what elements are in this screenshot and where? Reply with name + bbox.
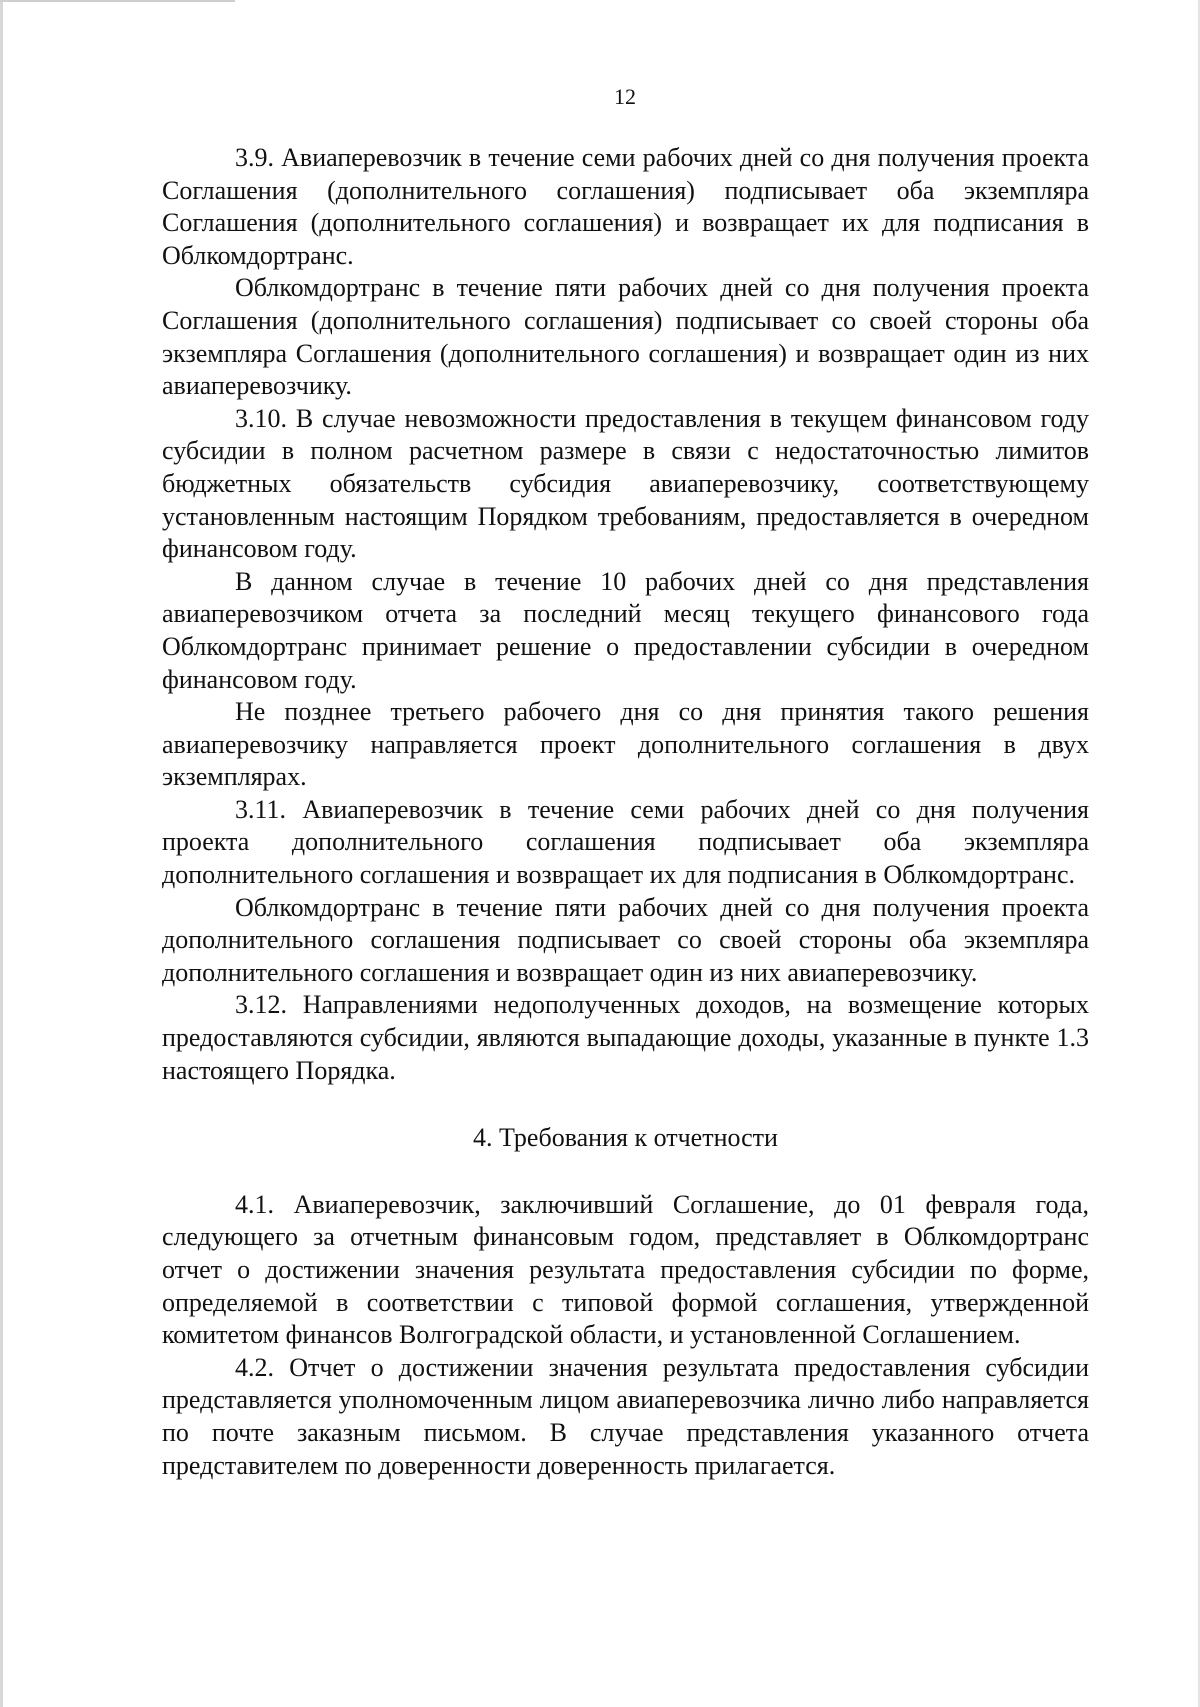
paragraph-3-10-cont: В данном случае в течение 10 рабочих дней со дня представления авиаперевозчиком отчета за последний месяц текущего финансового года Облкомдортранс принимает решение о предоставлении субсидии в очередном финансовом году. bbox=[162, 566, 1089, 694]
paragraph-3-11-cont: Облкомдортранс в течение пяти рабочих дней со дня получения проекта дополнительного соглашения подписывает со своей стороны оба экземпляра дополнительного соглашения и возвращает один из них авиаперевозчику. bbox=[162, 892, 1089, 987]
paragraph-3-9: 3.9. Авиаперевозчик в течение семи рабочих дней со дня получения проекта Соглашения (дополнительного соглашения) подписывает оба экземпляра Соглашения (дополнительного соглашения) и возвращает их для подписания в Облкомдортранс. bbox=[162, 143, 1089, 270]
scan-edge-top bbox=[0, 0, 235, 2]
paragraph-3-10: 3.10. В случае невозможности предоставления в текущем финансовом году субсидии в полном расчетном размере в связи с недостаточностью лимитов бюджетных обязательств субсидия авиаперевозчику, соответствующему установленным настоящим Порядком требованиям, предоставляется в очередном финансовом году. bbox=[162, 403, 1089, 564]
paragraph-4-2: 4.2. Отчет о достижении значения результата предоставления субсидии представляется уполномоченным лицом авиаперевозчика лично либо направляется по почте заказным письмом. В случае представления указанного отчета представителем по доверенности доверенность прилагается. bbox=[162, 1352, 1089, 1480]
section-heading: 4. Требования к отчетности bbox=[473, 1123, 778, 1153]
scan-edge-left bbox=[0, 0, 3, 1707]
document-body bbox=[162, 142, 1089, 1482]
page-number: 12 bbox=[614, 84, 636, 109]
paragraph-3-10-deadline: Не позднее третьего рабочего дня со дня принятия такого решения авиаперевозчику направляется проект дополнительного соглашения в двух экземплярах. bbox=[162, 697, 1089, 792]
paragraph-3-12: 3.12. Направлениями недополученных доходов, на возмещение которых предоставляются субсидии, являются выпадающие доходы, указанные в пункте 1.3 настоящего Порядка. bbox=[162, 990, 1089, 1085]
paragraph-4-1: 4.1. Авиаперевозчик, заключивший Соглашение, до 01 февраля года, следующего за отчетным финансовым годом, представляет в Облкомдортранс отчет о достижении значения результата предоставления субсидии по форме, определяемой в соответствии с типовой формой соглашения, утвержденной комитетом финансов Волгоградской области, и установленной Соглашением. bbox=[162, 1189, 1089, 1350]
paragraph-3-11: 3.11. Авиаперевозчик в течение семи рабочих дней со дня получения проекта дополнительного соглашения подписывает оба экземпляра дополнительного соглашения и возвращает их для подписания в Облкомдортранс. bbox=[162, 794, 1089, 890]
paragraph-3-9-cont: Облкомдортранс в течение пяти рабочих дней со дня получения проекта Соглашения (дополнительного соглашения) подписывает со своей стороны оба экземпляра Соглашения (дополнительного соглашения) и возвращает один из них авиаперевозчику. bbox=[162, 273, 1089, 401]
